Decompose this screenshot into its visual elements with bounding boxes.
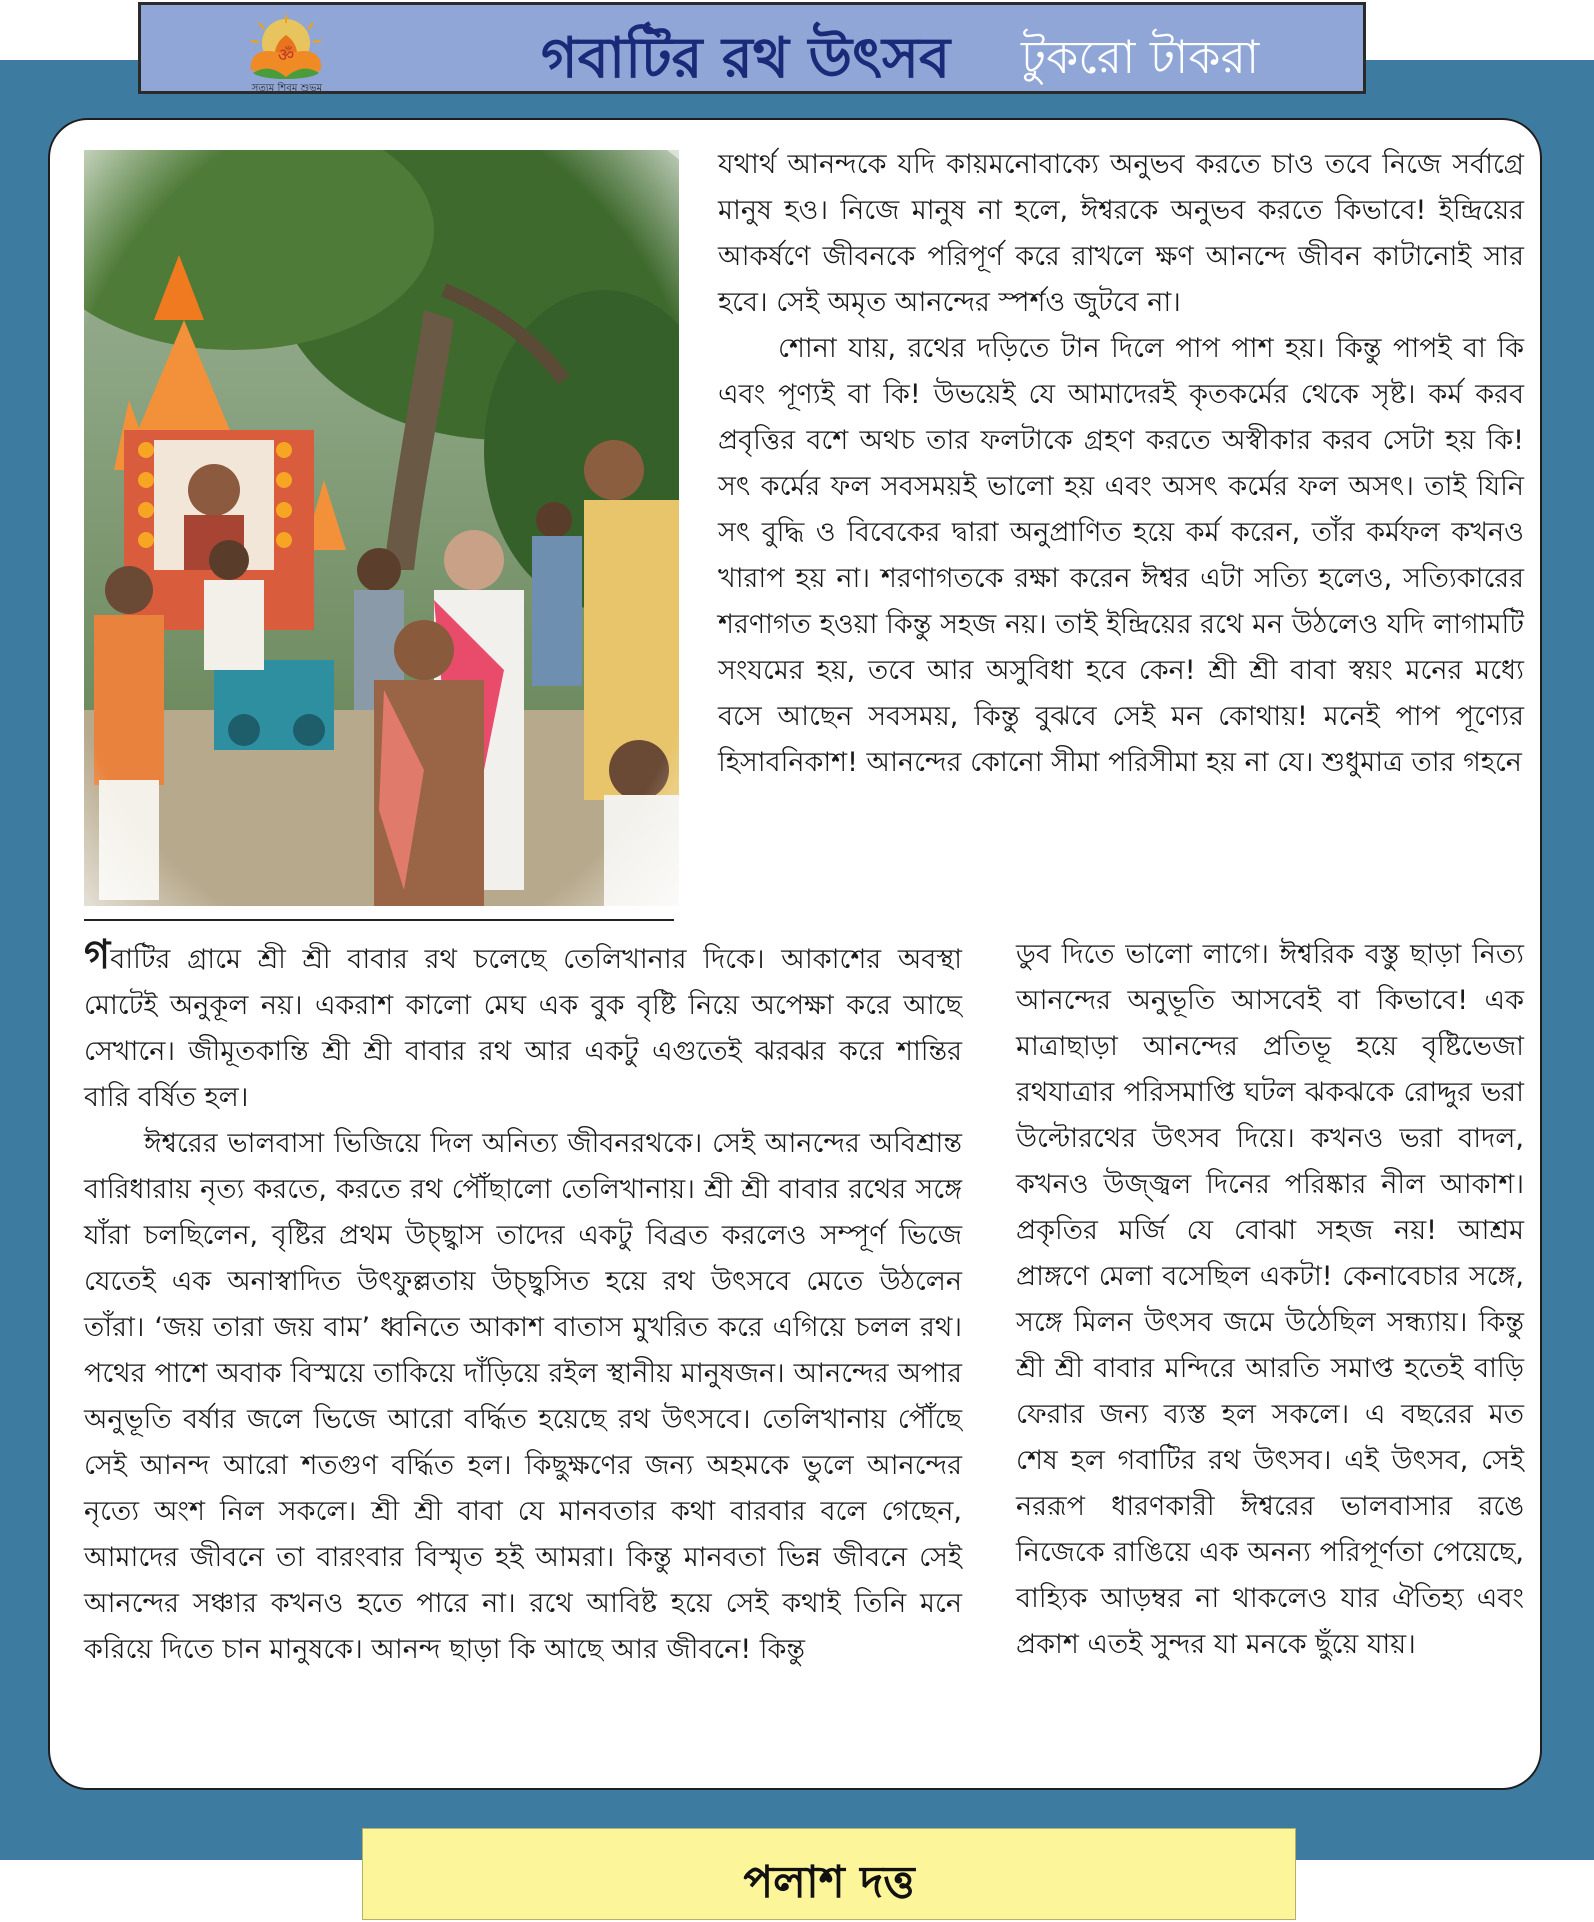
article-paragraph: যথার্থ আনন্দকে যদি কায়মনোবাক্যে অনুভব করতে চাও তবে নিজে সর্বাগ্রে মানুষ হও। নিজে মানুষ না হলে, ঈশ্বরকে অনুভব করতে কিভাবে! ইন্দ্রিয়ের আকর্ষণে জীবনকে পরিপূর্ণ করে রাখলে ক্ষণ আনন্দে জীবন কাটানোই সার হবে। সেই অমৃত আনন্দের স্পর্শও জুটবে না। bbox=[718, 149, 1524, 318]
section-title: টুকরো টাকরা bbox=[1021, 30, 1260, 84]
article-column-left bbox=[84, 932, 962, 1673]
author-box bbox=[362, 1828, 1296, 1920]
page-header bbox=[138, 2, 1366, 94]
svg-text:ॐ: ॐ bbox=[277, 45, 295, 66]
photo-divider bbox=[84, 919, 674, 921]
article-column-right bbox=[1016, 932, 1524, 1668]
drop-cap: গ bbox=[84, 932, 111, 978]
article-column-top bbox=[718, 142, 1524, 786]
page-title: গবাটির রথ উৎসব bbox=[541, 26, 951, 91]
article-paragraph bbox=[84, 932, 962, 1121]
rath-procession-photo bbox=[84, 150, 679, 906]
logo-caption: সত্যম শিবম শুভম bbox=[251, 83, 323, 94]
author-name: পলাশ দত্ত bbox=[743, 1857, 915, 1908]
article-paragraph: ডুব দিতে ভালো লাগে। ঈশ্বরিক বস্তু ছাড়া নিত্য আনন্দের অনুভূতি আসবেই বা কিভাবে! এক মাত্রাছাড়া আনন্দের প্রতিভূ হয়ে বৃষ্টিভেজা রথযাত্রার পরিসমাপ্তি ঘটল ঝকঝকে রোদ্দুর ভরা উল্টোরথের উৎসব দিয়ে। কখনও ভরা বাদল, কখনও উজ্জ্বল দিনের পরিষ্কার নীল আকাশ। প্রকৃতির মর্জি যে বোঝা সহজ নয়! আশ্রম প্রাঙ্গণে মেলা বসেছিল একটা! কেনাবেচার সঙ্গে, সঙ্গে মিলন উৎসব জমে উঠেছিল সন্ধ্যায়। কিন্তু শ্রী শ্রী বাবার মন্দিরে আরতি সমাপ্ত হতেই বাড়ি ফেরার জন্য ব্যস্ত হল সকলে। এ বছরের মত শেষ হল গবাটির রথ উৎসব। এই উৎসব, সেই নররূপ ধারণকারী ঈশ্বরের ভালবাসার রঙে নিজেকে রাঙিয়ে এক অনন্য পরিপূর্ণতা পেয়েছে, বাহ্যিক আড়ম্বর না থাকলেও যার ঐতিহ্য এবং প্রকাশ এতই সুন্দর যা মনকে ছুঁয়ে যায়। bbox=[1016, 939, 1524, 1660]
article-paragraph: শোনা যায়, রথের দড়িতে টান দিলে পাপ পাশ হয়। কিন্তু পাপই বা কি এবং পূণ্যই বা কি! উভয়েই যে আমাদেরই কৃতকর্মের থেকে সৃষ্ট। কর্ম করব প্রবৃত্তির বশে অথচ তার ফলটাকে গ্রহণ করতে অস্বীকার করব সেটা হয় কি! সৎ কর্মের ফল সবসময়ই ভালো হয় এবং অসৎ কর্মের ফল অসৎ। তাই যিনি সৎ বুদ্ধি ও বিবেকের দ্বারা অনুপ্রাণিত হয়ে কর্ম করেন, তাঁর কর্মফল কখনও খারাপ হয় না। শরণাগতকে রক্ষা করেন ঈশ্বর এটা সত্যি হলেও, সত্যিকারের শরণাগত হওয়া কিন্তু সহজ নয়। তাই ইন্দ্রিয়ের রথে মন উঠলেও যদি লাগামটি সংযমের হয়, তবে আর অসুবিধা হবে কেন! শ্রী শ্রী বাবা স্বয়ং মনের মধ্যে বসে আছেন সবসময়, কিন্তু বুঝবে সেই মন কোথায়! মনেই পাপ পূণ্যের হিসাবনিকাশ! আনন্দের কোনো সীমা পরিসীমা হয় না যে। শুধুমাত্র তার গহনে bbox=[718, 333, 1524, 778]
article-paragraph: ঈশ্বরের ভালবাসা ভিজিয়ে দিল অনিত্য জীবনরথকে। সেই আনন্দের অবিশ্রান্ত বারিধারায় নৃত্য করতে, করতে রথ পৌঁছালো তেলিখানায়। শ্রী শ্রী বাবার রথের সঙ্গে যাঁরা চলছিলেন, বৃষ্টির প্রথম উচ্ছ্বাস তাদের একটু বিব্রত করলেও সম্পূর্ণ ভিজে যেতেই এক অনাস্বাদিত উৎফুল্লতায় উচ্ছ্বসিত হয়ে রথ উৎসবে মেতে উঠলেন তাঁরা। ‘জয় তারা জয় বাম’ ধ্বনিতে আকাশ বাতাস মুখরিত করে এগিয়ে চলল রথ। পথের পাশে অবাক বিস্ময়ে তাকিয়ে দাঁড়িয়ে রইল স্থানীয় মানুষজন। আনন্দের অপার অনুভূতি বর্ষার জলে ভিজে আরো বর্দ্ধিত হয়েছে রথ উৎসবে। তেলিখানায় পৌঁছে সেই আনন্দ আরো শতগুণ বর্দ্ধিত হল। কিছুক্ষণের জন্য অহমকে ভুলে আনন্দের নৃত্যে অংশ নিল সকলে। শ্রী শ্রী বাবা যে মানবতার কথা বারবার বলে গেছেন, আমাদের জীবনে তা বারংবার বিস্মৃত হই আমরা। কিন্তু মানবতা ভিন্ন জীবনে সেই আনন্দের সঞ্চার কখনও হতে পারে না। রথে আবিষ্ট হয়ে সেই কথাই তিনি মনে করিয়ে দিতে চান মানুষকে। আনন্দ ছাড়া কি আছে আর জীবনে! কিন্তু bbox=[84, 1128, 962, 1665]
article-paragraph-text: বাটির গ্রামে শ্রী শ্রী বাবার রথ চলেছে তেলিখানার দিকে। আকাশের অবস্থা মোটেই অনুকূল নয়। একরাশ কালো মেঘ এক বুক বৃষ্টি নিয়ে অপেক্ষা করে আছে সেখানে। জীমূতকান্তি শ্রী শ্রী বাবার রথ আর একটু এগুতেই ঝরঝর করে শান্তির বারি বর্ষিত হল। bbox=[84, 944, 962, 1113]
